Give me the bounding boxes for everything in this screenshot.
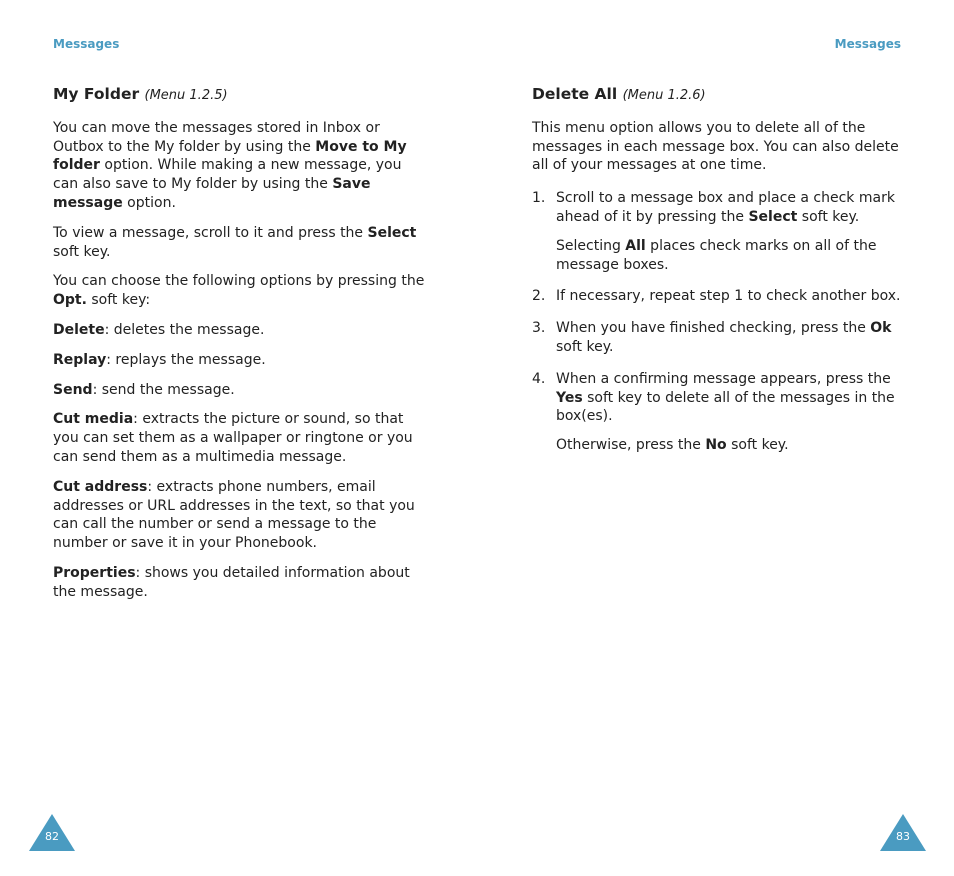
page-number-tab [880, 814, 926, 851]
paragraph: This menu option allows you to delete all of the messages in each message box. You can also delete all of your messages at one time. [532, 119, 899, 174]
step-number: 3. [532, 320, 546, 337]
running-header: Messages [834, 37, 901, 51]
section-title [53, 85, 425, 106]
running-header: Messages [53, 37, 120, 51]
step-number: 4. [532, 370, 546, 387]
paragraph: You can choose the following options by pressing the Opt. soft key: [53, 273, 425, 309]
left-column [53, 85, 425, 613]
section-title [532, 85, 904, 106]
step-1: 1. Scroll to a message box and place a check mark ahead of it by pressing the Select soft key. Selecting All places check marks on all of the message boxes. [532, 189, 904, 274]
right-page [477, 0, 954, 876]
option-cut-media: Cut media: extracts the picture or sound, so that you can set them as a wallpaper or ringtone or you can send them as a multimedia message. [53, 411, 413, 465]
step-number: 2. [532, 288, 546, 305]
step-note: Otherwise, press the No soft key. [556, 437, 789, 454]
section-title-text: My Folder [53, 85, 140, 103]
step-number: 1. [532, 190, 546, 207]
paragraph: You can move the messages stored in Inbox or Outbox to the My folder by using the Move to My folder option. While making a new message, you can also save to My folder by using the Save message option. [53, 119, 407, 211]
step-2: 2. If necessary, repeat step 1 to check another box. [532, 288, 901, 305]
page-number: 82 [45, 830, 59, 843]
option-properties: Properties: shows you detailed information about the message. [53, 564, 410, 600]
option-send: Send: send the message. [53, 381, 235, 398]
option-delete: Delete: deletes the message. [53, 321, 265, 338]
option-cut-address: Cut address: extracts phone numbers, email addresses or URL addresses in the text, so that you can call the number or send a message to the number or save it in your Phonebook. [53, 478, 415, 552]
page-number: 83 [896, 830, 910, 843]
paragraph: To view a message, scroll to it and press the Select soft key. [53, 224, 417, 260]
option-replay: Replay: replays the message. [53, 351, 266, 368]
step-3: 3. When you have finished checking, press the Ok soft key. [532, 320, 892, 355]
section-title-text: Delete All [532, 85, 618, 103]
menu-path: (Menu 1.2.5) [144, 88, 228, 103]
menu-path: (Menu 1.2.6) [622, 88, 706, 103]
right-column [532, 85, 904, 468]
step-4: 4. When a confirming message appears, press the Yes soft key to delete all of the messages in the box(es). Otherwise, press the No soft key. [532, 370, 904, 455]
step-note: Selecting All places check marks on all of the message boxes. [556, 237, 877, 273]
page-number-tab [29, 814, 75, 851]
